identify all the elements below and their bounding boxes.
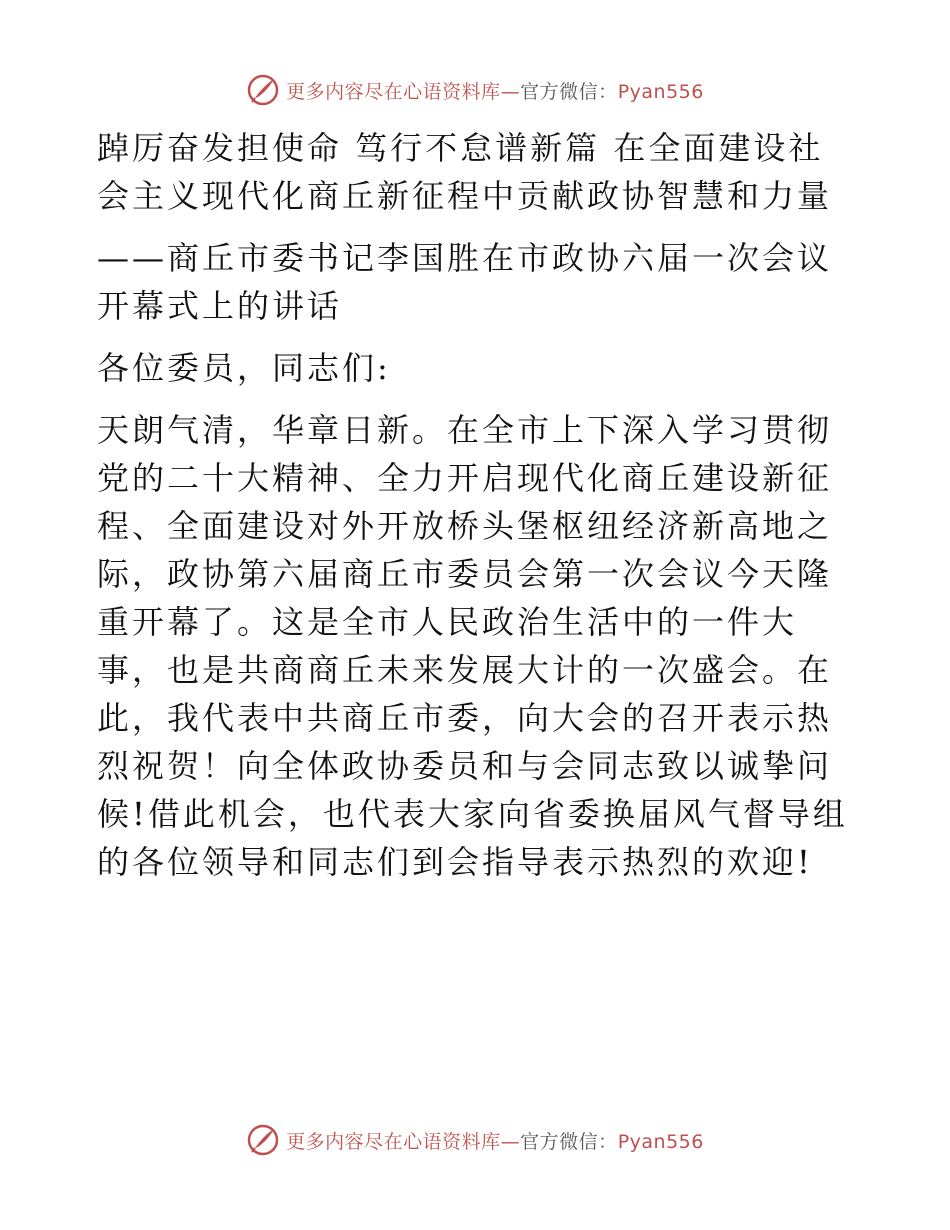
document-body [97,124,857,886]
watermark-main: 更多内容尽在心语资料库 [286,80,501,103]
watermark-banner-bottom [0,1120,950,1160]
quill-logo-icon [246,73,280,107]
watermark-sep: — [500,80,521,103]
watermark-sep: — [500,1130,521,1153]
watermark-text [286,77,704,104]
watermark-id: Pyan556 [617,1130,704,1153]
watermark-main: 更多内容尽在心语资料库 [286,1130,501,1153]
watermark-text [286,1127,704,1154]
document-subtitle: ——商丘市委书记李国胜在市政协六届一次会议开幕式上的讲话 [97,239,833,325]
greeting: 各位委员，同志们: [97,349,391,387]
watermark-label: 官方微信： [520,1130,618,1153]
watermark-label: 官方微信： [520,80,618,103]
document-title: 踔厉奋发担使命 笃行不怠谱新篇 在全面建设社会主义现代化商丘新征程中贡献政协智慧和力量 [97,129,833,215]
speech-paragraph: 天朗气清，华章日新。在全市上下深入学习贯彻党的二十大精神、全力开启现代化商丘建设新征程、全面建设对外开放桥头堡枢纽经济新高地之际，政协第六届商丘市委员会第一次会议今天隆重开幕了。这是全市人民政治生活中的一件大事，也是共商商丘未来发展大计的一次盛会。在此，我代表中共商丘市委，向大会的召开表示热烈祝贺！向全体政协委员和与会同志致以诚挚问候!借此机会，也代表大家向省委换届风气督导组的各位领导和同志们到会指导表示热烈的欢迎! [97,411,848,881]
quill-logo-icon [246,1123,280,1157]
watermark-banner-top [0,70,950,110]
watermark-id: Pyan556 [617,80,704,103]
